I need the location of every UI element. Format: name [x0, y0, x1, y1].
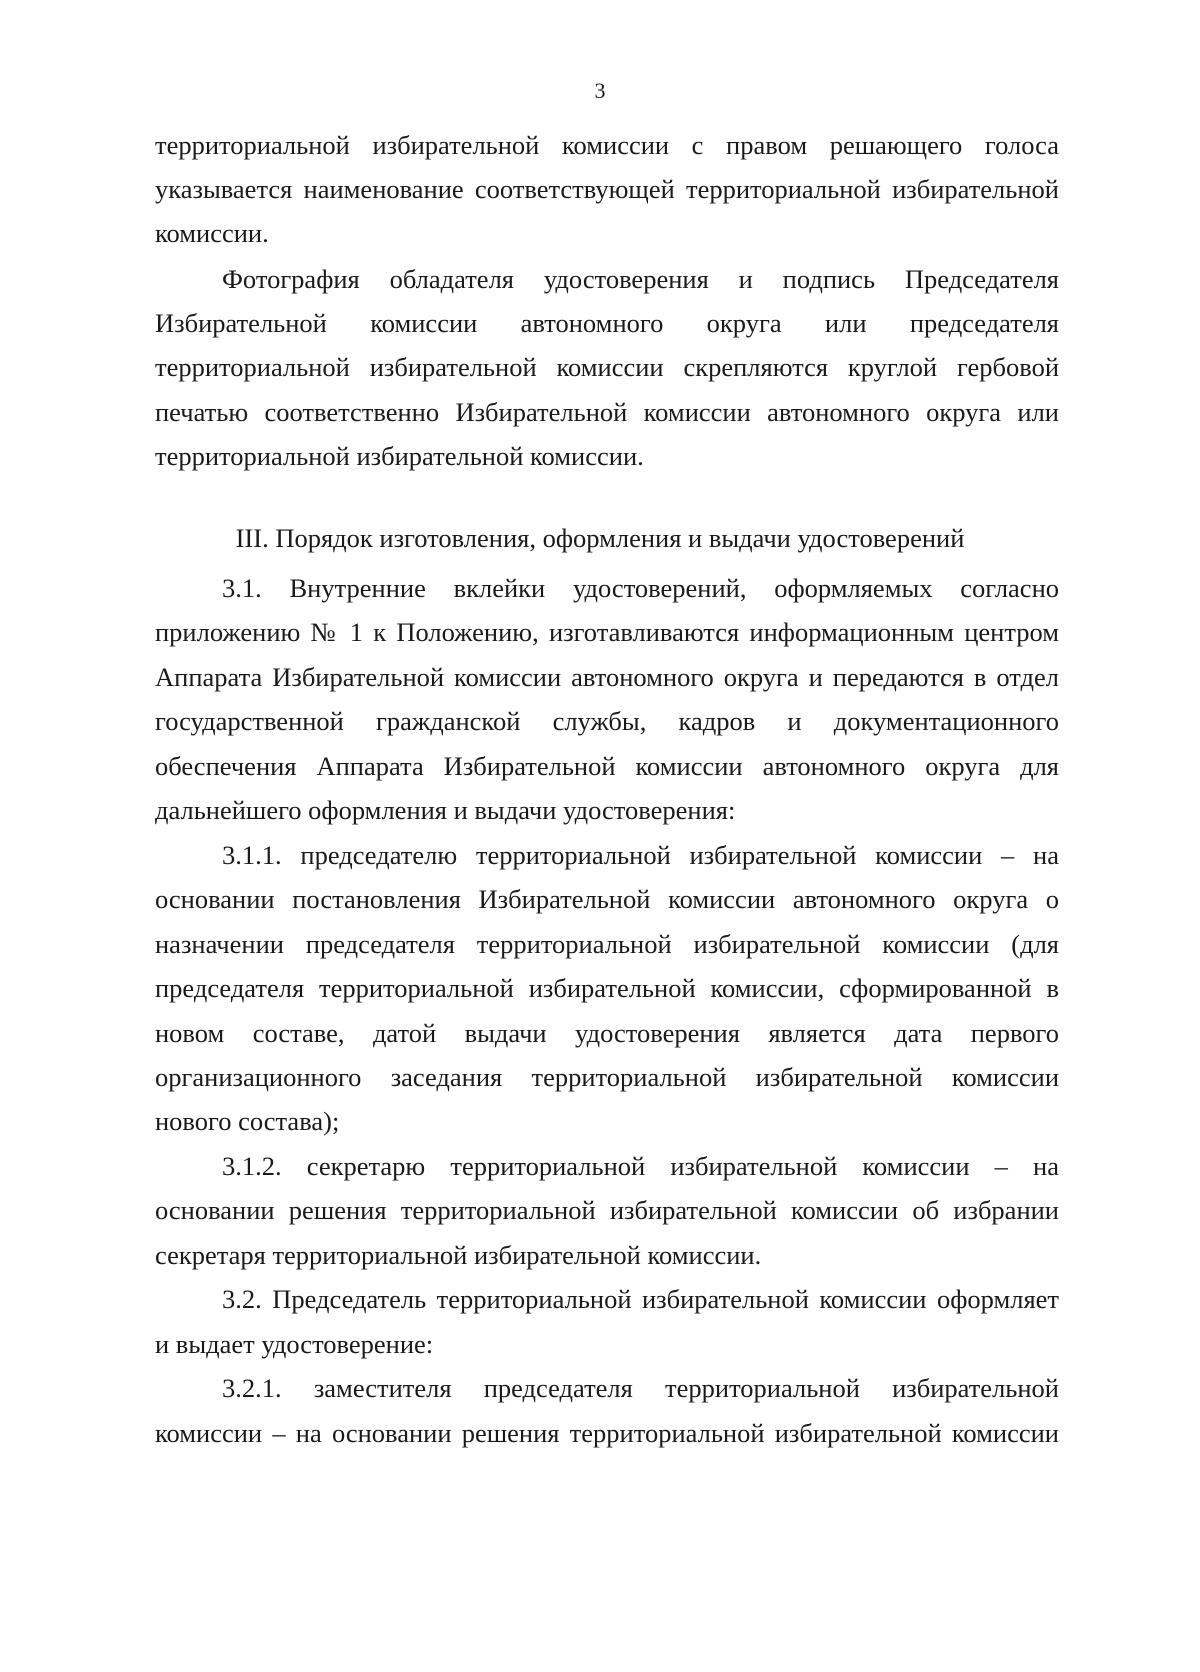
section-heading: III. Порядок изготовления, оформления и выдачи удостоверений: [235, 523, 965, 553]
text-line: председателя территориальной избирательной комиссии, сформированной в: [155, 973, 1059, 1003]
text-line: основании постановления Избирательной комиссии автономного округа о: [155, 884, 1059, 914]
text-line: 3.1.1. председателю территориальной избирательной комиссии – на: [222, 840, 1059, 870]
text-line: указывается наименование соответствующей территориальной избирательной: [155, 174, 1059, 204]
text-line: приложению № 1 к Положению, изготавливаются информационным центром: [155, 617, 1059, 647]
text-line: 3.2. Председатель территориальной избирательной комиссии оформляет: [222, 1284, 1059, 1314]
text-line: Аппарата Избирательной комиссии автономного округа и передаются в отдел: [155, 662, 1059, 692]
text-line: обеспечения Аппарата Избирательной комиссии автономного округа для: [155, 751, 1059, 781]
text-line: организационного заседания территориальной избирательной комиссии: [155, 1062, 1059, 1092]
text-line: 3.1. Внутренние вклейки удостоверений, оформляемых согласно: [222, 573, 1059, 603]
text-line: и выдает удостоверение:: [155, 1329, 434, 1359]
text-line: дальнейшего оформления и выдачи удостоверения:: [155, 795, 736, 825]
text-line: государственной гражданской службы, кадров и документационного: [155, 706, 1059, 736]
text-line: 3.2.1. заместителя председателя территориальной избирательной: [222, 1373, 1059, 1403]
text-line: комиссии.: [155, 218, 269, 248]
text-line: комиссии – на основании решения территориальной избирательной комиссии: [155, 1418, 1059, 1448]
text-line: печатью соответственно Избирательной комиссии автономного округа или: [155, 397, 1059, 427]
text-line: назначении председателя территориальной избирательной комиссии (для: [155, 929, 1059, 959]
text-line: территориальной избирательной комиссии скрепляются круглой гербовой: [155, 352, 1059, 382]
text-line: 3.1.2. секретарю территориальной избирательной комиссии – на: [222, 1151, 1059, 1181]
text-line: новом составе, датой выдачи удостоверения является дата первого: [155, 1018, 1059, 1048]
page-number: 3: [594, 78, 606, 103]
text-line: основании решения территориальной избирательной комиссии об избрании: [155, 1195, 1059, 1225]
text-line: Фотография обладателя удостоверения и подпись Председателя: [222, 264, 1059, 294]
text-line: территориальной избирательной комиссии с правом решающего голоса: [155, 130, 1059, 160]
text-line: нового состава);: [155, 1106, 340, 1136]
text-line: территориальной избирательной комиссии.: [155, 441, 644, 471]
text-line: Избирательной комиссии автономного округа или председателя: [155, 308, 1059, 338]
text-line: секретаря территориальной избирательной комиссии.: [155, 1240, 762, 1270]
